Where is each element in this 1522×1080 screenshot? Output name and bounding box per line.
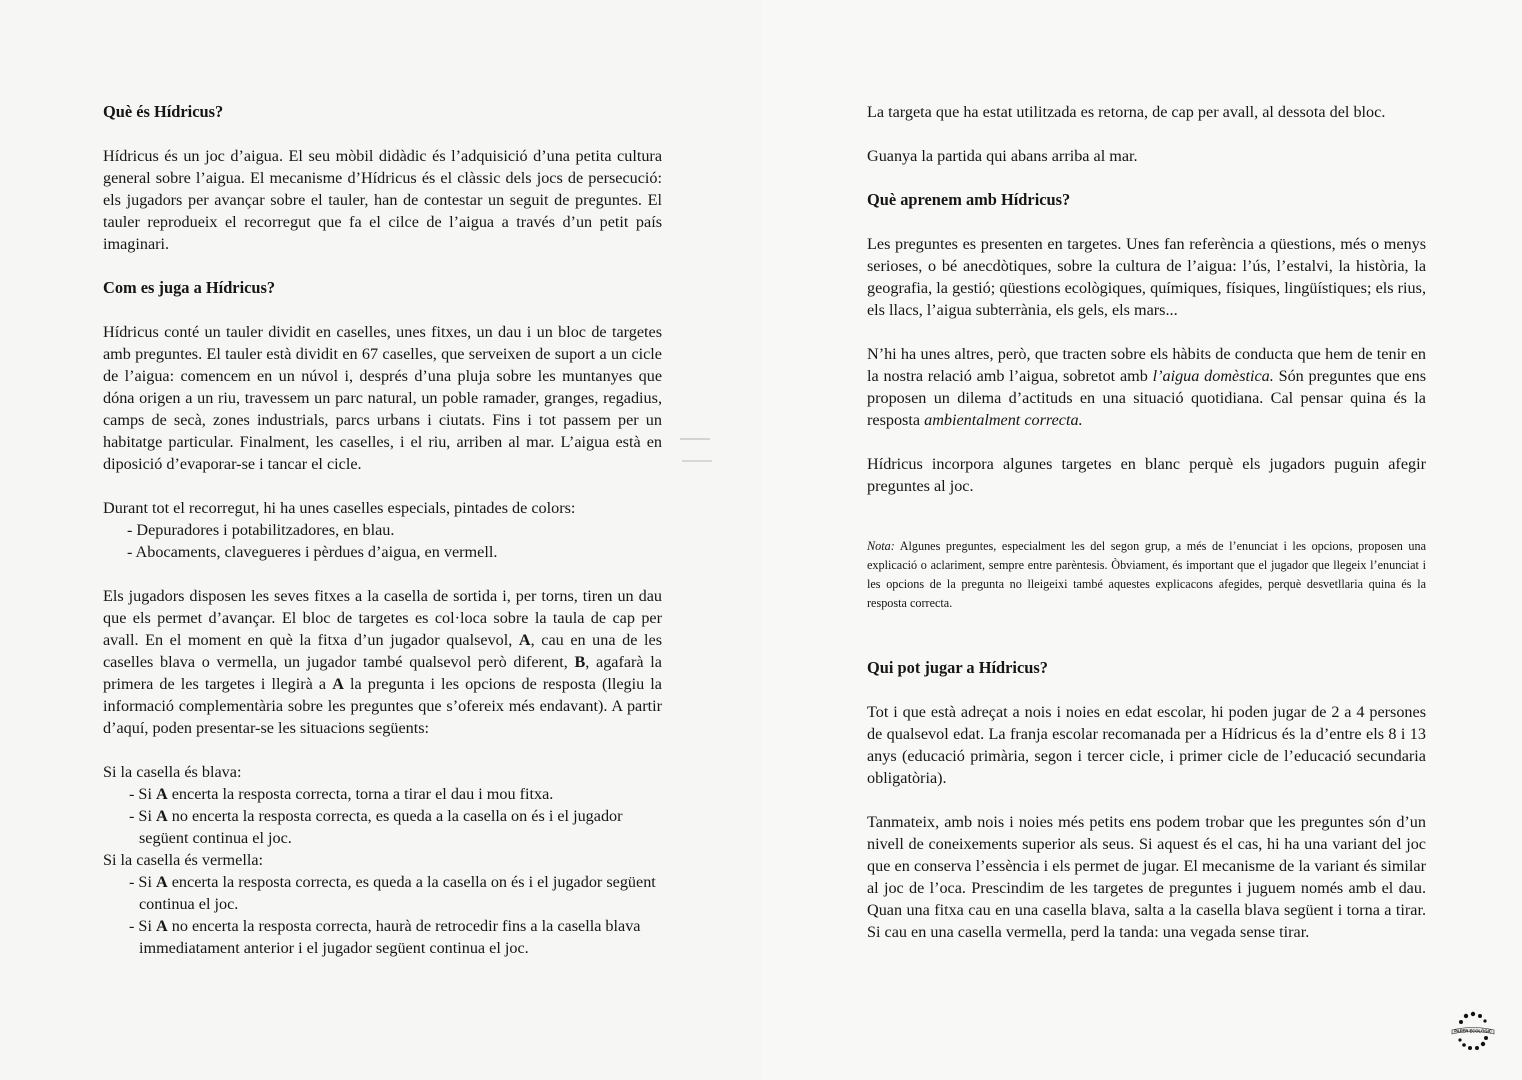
rules-blue-square [103,761,662,849]
recycled-paper-logo-icon [1448,1008,1498,1054]
rule-item: - Si A encerta la resposta correcta, es queda a la casella on és i el jugador següent continua el joc. [129,873,656,913]
special-squares-list [103,519,662,563]
paragraph-variant: Tanmateix, amb nois i noies més petits ens podem trobar que les preguntes són d’un nivell de coneixements superior als seus. Si aquest és el cas, hi ha una variant del joc que en conserva l’essència i els permet de jugar. El mecanisme de la variant és similar al joc de l’oca. Prescindim de les targetes de preguntes i juguem només amb el dau. Quan una fitxa cau en una casella blava, salta a la casella blava següent i torna a tirar. Si cau en una casella vermella, perd la tanda: una vegada sense tirar. [867,813,1426,941]
paragraph-gameplay: Els jugadors disposen les seves fitxes a la casella de sortida i, per torns, tiren un dau que els permet d’avançar. El bloc de targetes es col·loca sobre la taula de cap per avall. En el moment en què la fitxa d’un jugador qualsevol, A, cau en una de les caselles blava o vermella, un jugador també qualsevol però diferent, B, agafarà la primera de les targetes i llegirà a A la pregunta i les opcions de resposta (llegiu la informació complementària sobre les preguntes que s’ofereix més endavant). A partir d’aquí, poden presentar-se les situacions següents: [103,587,662,737]
paragraph-winner: Guanya la partida qui abans arriba al mar. [867,147,1138,165]
section-heading-what-we-learn: Què aprenem amb Hídricus? [867,190,1071,209]
player-a-label: A [518,631,531,649]
player-a-label: A [332,675,344,693]
paragraph-blank-cards: Hídricus incorpora algunes targetes en blanc perquè els jugadors puguin afegir preguntes al joc. [867,455,1426,495]
list-item-red-squares: - Abocaments, clavegueres i pèrdues d’aigua, en vermell. [127,543,498,561]
note-paragraph: Nota: Algunes preguntes, especialment les del segon grup, a més de l’enunciat i les opcions, proposen una explicació o aclariment, sempre entre parèntesis. Òbviament, és important que el jugador que llegeix l’enunciat i les opcions de la pregunta no lleigeixi també aquestes explicacons afegides, perquè desvetllaria quina és la resposta correcta. [867,539,1426,610]
section-heading-how-to-play: Com es juga a Hídricus? [103,278,276,297]
paragraph-question-types: Les preguntes es presenten en targetes. Unes fan referència a qüestions, més o menys serioses, o bé anecdòtiques, sobre la cultura de l’aigua: l’ús, l’estalvi, la història, la geografia, la gestió; qüestions ecològiques, químiques, físiques, lingüístiques; els rius, els llacs, l’aigua subterrània, els gels, els mars... [867,235,1426,319]
paragraph-special-squares-intro: Durant tot el recorregut, hi ha unes caselles especials, pintades de colors: [103,499,576,517]
rules-list-blue [103,783,662,849]
rule-label-blue: Si la casella és blava: [103,763,242,781]
left-column [103,101,662,959]
rule-item: - Si A encerta la resposta correcta, torna a tirar el dau i mou fitxa. [129,785,554,803]
paragraph-ages: Tot i que està adreçat a nois i noies en edat escolar, hi poden jugar de 2 a 4 persones de qualsevol edat. La franja escolar recomanada per a Hídricus és la d’entre els 8 i 13 anys (educació primària, segon i tercer cicle, i primer cicle de l’educació secundaria obligatòria). [867,703,1426,787]
section-heading-what-is: Què és Hídricus? [103,102,224,121]
logo-text: PAPER ECOLÒGIC [1454,1028,1492,1034]
scan-artifact [682,460,712,462]
rule-item: - Si A no encerta la resposta correcta, es queda a la casella on és i el jugador següent continua el joc. [129,807,623,847]
paragraph-behaviour-questions: N’hi ha unes altres, però, que tracten sobre els hàbits de conducta que hem de tenir en la nostra relació amb l’aigua, sobretot amb l’aigua domèstica. Són preguntes que ens proposen un dilema d’actituds en una situació quotidiana. Cal pensar quina és la resposta ambientalment correcta. [867,345,1426,429]
player-b-label: B [574,653,586,671]
paragraph-card-return: La targeta que ha estat utilitzada es retorna, de cap per avall, al dessota del bloc. [867,103,1386,121]
paragraph-what-is: Hídricus és un joc d’aigua. El seu mòbil didàdic és l’adquisició d’una petita cultura general sobre l’aigua. El mecanisme d’Hídricus és el clàssic dels jocs de persecució: els jugadors per avançar sobre el tauler, han de contestar un seguit de preguntes. El tauler reprodueix el recorregut que fa el cilce de l’aigua a través d’un petit país imaginari. [103,147,662,253]
rules-red-square [103,849,662,959]
right-column [867,101,1426,943]
rule-item: - Si A no encerta la resposta correcta, haurà de retrocedir fins a la casella blava immediatament anterior i el jugador següent continua el joc. [129,917,641,957]
section-heading-who-can-play: Qui pot jugar a Hídricus? [867,658,1048,677]
rules-list-red [103,871,662,959]
rule-label-red: Si la casella és vermella: [103,851,264,869]
scan-artifact [680,438,710,440]
paragraph-board-description: Hídricus conté un tauler dividit en caselles, unes fitxes, un dau i un bloc de targetes amb preguntes. El tauler està dividit en 67 caselles, que serveixen de suport a un cicle de l’aigua: comencem en un núvol i, després d’una pluja sobre les muntanyes que dóna origen a un riu, travessem un parc natural, un poble ramader, granges, regadius, camps de secà, zones industrials, parcs urbans i ciutats. Fins i tot passem per un habitatge particular. Finalment, les caselles, i el riu, arriben al mar. L’aigua està en diposició d’evaporar-se i tancar el cicle. [103,323,662,473]
list-item-blue-squares: - Depuradores i potabilitzadores, en blau. [127,521,395,539]
note-label: Nota: [867,539,895,553]
